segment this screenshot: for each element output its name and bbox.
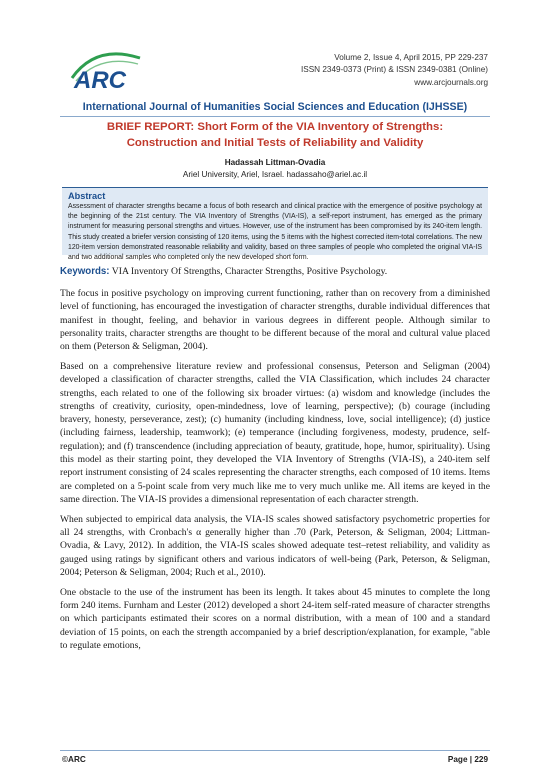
paper-title bbox=[60, 120, 490, 151]
footer-divider bbox=[60, 750, 490, 751]
abstract-heading: Abstract bbox=[68, 191, 106, 201]
website-link[interactable]: www.arcjournals.org bbox=[414, 77, 488, 87]
logo-text: ARC bbox=[74, 67, 126, 92]
author-name: Hadassah Littman-Ovadia bbox=[224, 158, 326, 167]
footer-copyright: ©ARC bbox=[62, 755, 86, 764]
abstract-text: Assessment of character strengths became a focus of both research and clinical practice with the emergence of positive psychology at the beginning of the 21st century. The VIA Inventory of Strengths (VIA-IS), a self-report instrument, has emerged as the primary instrument for measuring personal strengths and virtues. However, use of the instrument has been compromised by its 240-item length. This study created a briefer version consisting of 120 items, using the 5 items with the highest corrected item-total correlations. The new 120-item version demonstrated reasonable reliability and validity, based on three samples of people who completed the original VIA-IS and two additional samples who completed only the new developed short form. bbox=[68, 203, 482, 262]
paragraph: The focus in positive psychology on improving current functioning, rather than on recovery from a diminished level of functioning, has encouraged the investigation of character strengths, durable individual differences that manifest in thought, feeling, and behavior in various degrees in different people. Although similar to personality traits, character strengths are thought to be different because of the moral and cultural value placed on them (Peterson & Seligman, 2004). bbox=[60, 288, 490, 353]
keywords bbox=[60, 266, 490, 277]
issn-line: ISSN 2349-0373 (Print) & ISSN 2349-0381 (Online) bbox=[300, 65, 488, 75]
body-text bbox=[60, 287, 490, 659]
page-number: Page | 229 bbox=[447, 755, 488, 764]
header-divider bbox=[60, 116, 490, 117]
keywords-text: VIA Inventory Of Strengths, Character Strengths, Positive Psychology. bbox=[111, 266, 388, 277]
paragraph: When subjected to empirical data analysis, the VIA-IS scales showed satisfactory psychometric properties for all 24 strengths, with Cronbach's α generally higher than .70 (Park, Peterson, & Seligman, 2004; Littman-Ovadia, & Lavy, 2012). In addition, the VIA-IS scales showed adequate test–retest reliability, and validity as gauged using ratings by significant others and various indicators of well-being (Park, Peterson, & Seligman, 2004; Peterson & Seligman, 2004; Ruch et al., 2010). bbox=[60, 513, 490, 578]
author-affiliation: Ariel University, Ariel, Israel. hadassaho@ariel.ac.il bbox=[182, 170, 368, 179]
arc-logo bbox=[66, 48, 146, 92]
journal-meta bbox=[301, 52, 488, 89]
keywords-label: Keywords: bbox=[60, 266, 110, 277]
title-line-1: BRIEF REPORT: Short Form of the VIA Inventory of Strengths: bbox=[106, 121, 444, 133]
paragraph: Based on a comprehensive literature review and professional consensus, Peterson and Seligman (2004) developed a classification of character strengths, called the VIA Classification, which includes 24 character strengths, each related to one of the following six broader virtues: (a) wisdom and knowledge (includes the strengths of creativity, curiosity, open-mindedness, love of learning, perspective); (b) courage (including bravery, honesty, perseverance, zest); (c) humanity (including kindness, love, social intelligence); (d) justice (including fairness, leadership, teamwork); (e) temperance (including forgiveness, modesty, prudence, self-regulation); and (f) transcendence (including appreciation of beauty, gratitude, hope, humor, spirituality). Using this model as their starting point, they developed the VIA Inventory of Strengths (VIA-IS), a 240-item self report instrument consisting of 24 scales representing the character strengths, each composed of 10 items. Items are completed on a 5-point scale from very much like me to very much unlike me. All items are keyed in the same direction. The VIA-IS provides a dimensional representation of each character strength. bbox=[60, 360, 490, 505]
abstract-box bbox=[62, 187, 488, 262]
paragraph: One obstacle to the use of the instrument has been its length. It takes about 45 minutes to complete the long form 240 items. Furnham and Lester (2012) developed a short 24-item self-rated measure of character strengths on which participants estimated their scores on a normal distribution, with a mean of 100 and a standard deviation of 15 points, on each the strength accompanied by a brief description/explanation, for example, "able to regulate emotions, bbox=[60, 586, 490, 651]
volume-line: Volume 2, Issue 4, April 2015, PP 229-237 bbox=[334, 53, 488, 62]
journal-name: International Journal of Humanities Social Sciences and Education (IJHSSE) bbox=[82, 101, 468, 113]
title-line-2: Construction and Initial Tests of Reliability and Validity bbox=[126, 136, 424, 149]
